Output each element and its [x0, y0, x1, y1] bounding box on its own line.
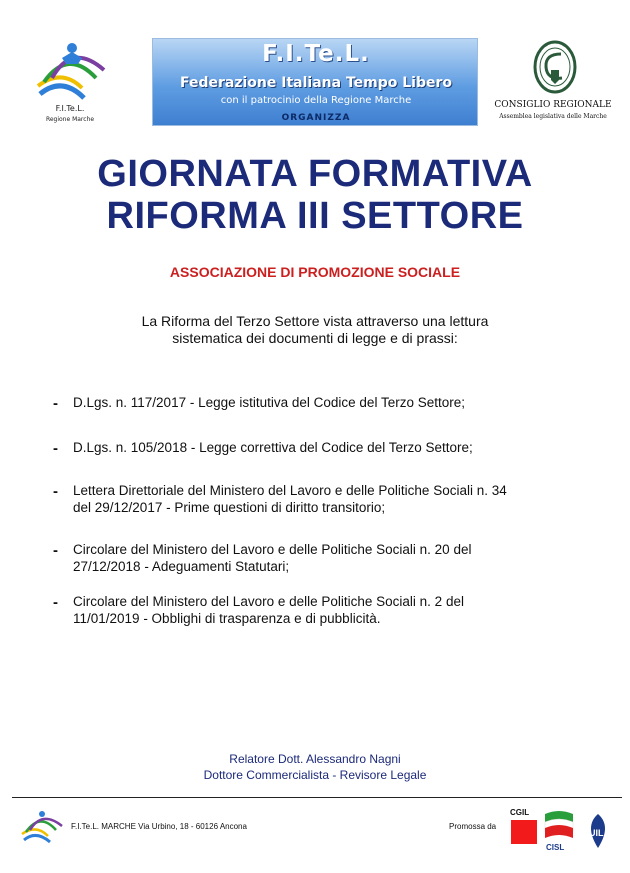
- bullet-dash: -: [53, 483, 58, 500]
- list-item-text-line1: Lettera Direttoriale del Ministero del Lavoro e delle Politiche Sociali n. 34: [73, 483, 507, 498]
- consiglio-regionale-subtitle: Assemblea legislativa delle Marche: [499, 113, 607, 120]
- cisl-label: CISL: [546, 843, 565, 852]
- fitel-logo-icon: [32, 38, 112, 128]
- consiglio-regionale-title: CONSIGLIO REGIONALE: [494, 100, 612, 110]
- bullet-dash: -: [53, 395, 58, 412]
- list-item-text-line2: 27/12/2018 - Adeguamenti Statutari;: [73, 558, 290, 574]
- bullet-dash: -: [53, 594, 58, 611]
- speaker-title: Dottore Commercialista - Revisore Legale: [203, 768, 427, 782]
- svg-text:UIL: UIL: [589, 828, 604, 838]
- list-item-text-line1: Circolare del Ministero del Lavoro e delle Politiche Sociali n. 2 del: [73, 594, 464, 609]
- list-item-text-line2: del 29/12/2017 - Prime questioni di diritto transitorio;: [73, 499, 386, 515]
- fitel-logo-icon: [20, 808, 64, 844]
- banner-organizza: ORGANIZZA: [281, 113, 351, 123]
- list-item-text: D.Lgs. n. 117/2017 - Legge istitutiva del Codice del Terzo Settore;: [73, 395, 465, 410]
- list-item: [53, 395, 593, 412]
- speaker-name: Relatore Dott. Alessandro Nagni: [229, 752, 401, 766]
- promoted-by-label: Promossa da: [449, 822, 497, 831]
- list-item-text-line2: 11/01/2019 - Obblighi di trasparenza e di pubblicità.: [73, 610, 381, 626]
- association-label: ASSOCIAZIONE DI PROMOZIONE SOCIALE: [169, 264, 461, 280]
- intro-line1: La Riforma del Terzo Settore vista attraverso una lettura: [141, 313, 489, 329]
- banner-subtitle: Federazione Italiana Tempo Libero: [180, 75, 452, 91]
- list-item-text-line1: Circolare del Ministero del Lavoro e delle Politiche Sociali n. 20 del: [73, 542, 472, 557]
- intro-line2: sistematica dei documenti di legge e di prassi:: [172, 330, 458, 346]
- consiglio-regionale-emblem-icon: [533, 40, 577, 94]
- footer-divider: [12, 797, 622, 798]
- page-title-line1: GIORNATA FORMATIVA: [97, 153, 533, 195]
- cgil-label: CGIL: [510, 808, 530, 817]
- bullet-dash: -: [53, 542, 58, 559]
- list-item: [53, 542, 593, 575]
- banner-patronage: con il patrocinio della Regione Marche: [220, 95, 412, 106]
- list-item-text: D.Lgs. n. 105/2018 - Legge correttiva del Codice del Terzo Settore;: [73, 440, 473, 455]
- list-item: [53, 594, 593, 627]
- page-title-line2: RIFORMA III SETTORE: [106, 195, 524, 237]
- banner-title: F.I.Te.L.: [262, 41, 370, 67]
- bullet-dash: -: [53, 440, 58, 457]
- fitel-banner: [152, 38, 478, 126]
- uil-logo-icon: [583, 812, 613, 850]
- list-item: [53, 440, 593, 457]
- list-item: [53, 483, 593, 516]
- cgil-logo-icon: [511, 820, 537, 844]
- footer-address: F.I.Te.L. MARCHE Via Urbino, 18 - 60126 Ancona: [71, 822, 247, 831]
- left-logo-caption: F.I.Te.L.: [55, 104, 85, 113]
- left-logo-region: Regione Marche: [45, 116, 95, 123]
